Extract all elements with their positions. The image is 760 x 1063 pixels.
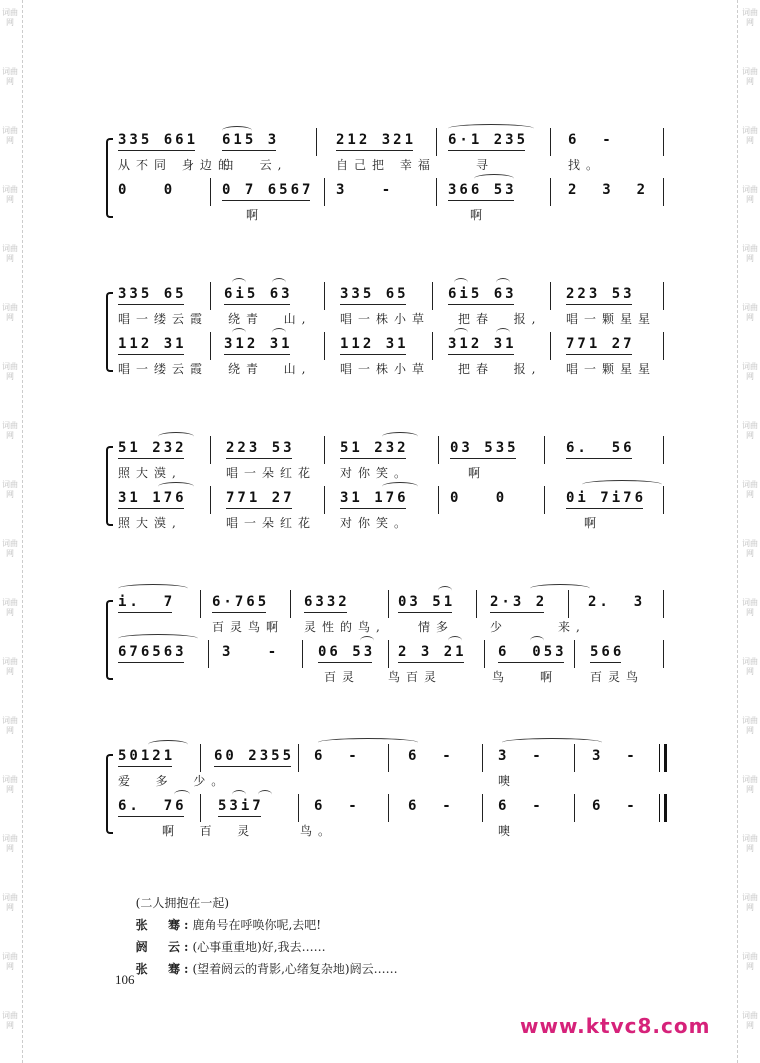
watermark-text: 词曲网 bbox=[742, 952, 758, 971]
lyric: 唱一株小草 bbox=[340, 362, 431, 376]
lyric: 啊 bbox=[540, 670, 559, 684]
score-system-4 bbox=[100, 590, 675, 686]
measure-notes: 6332 bbox=[304, 594, 350, 610]
watermark-text: 词曲网 bbox=[742, 362, 758, 381]
lyric: 噢 bbox=[498, 824, 517, 838]
measure-notes: 615 3 bbox=[222, 132, 280, 148]
measure-notes: 366 53 bbox=[448, 182, 517, 198]
measure-notes: 03 51 bbox=[398, 594, 456, 610]
lyric: 百灵鸟 bbox=[590, 670, 645, 684]
site-logo[interactable]: www.ktvc8.com bbox=[520, 1014, 711, 1038]
slur bbox=[318, 738, 418, 747]
measure-notes: 0 0 bbox=[118, 182, 176, 198]
lyric: 百灵鸟啊 bbox=[212, 620, 285, 634]
page-number: 106 bbox=[115, 972, 135, 987]
measure-notes: 312 31 bbox=[448, 336, 517, 352]
measure-notes: 335 661 bbox=[118, 132, 199, 148]
measure-notes: 312 31 bbox=[224, 336, 293, 352]
watermark-text: 词曲网 bbox=[2, 834, 18, 853]
system-brace bbox=[106, 292, 113, 372]
measure-notes: 6 - bbox=[408, 798, 454, 814]
measure-notes: 03 535 bbox=[450, 440, 519, 456]
lyric: 啊 bbox=[246, 208, 265, 222]
watermark-text: 词曲网 bbox=[2, 244, 18, 263]
measure-notes: 53i7 bbox=[218, 798, 264, 814]
watermark-text: 词曲网 bbox=[742, 480, 758, 499]
lyric: 爱 多 少。 bbox=[118, 774, 230, 788]
watermark-text: 词曲网 bbox=[2, 303, 18, 322]
measure-notes: 6 - bbox=[592, 798, 638, 814]
measure-notes: 2 3 2 bbox=[568, 182, 649, 198]
lower-voice-row bbox=[118, 796, 670, 836]
score-system-2 bbox=[100, 282, 675, 378]
measure-notes: 676563 bbox=[118, 644, 187, 660]
lyric: 鸟 bbox=[492, 670, 511, 684]
measure-notes: 0 0 bbox=[450, 490, 508, 506]
watermark-text: 词曲网 bbox=[2, 716, 18, 735]
slur bbox=[502, 738, 602, 747]
system-brace bbox=[106, 446, 113, 526]
watermark-text: 词曲网 bbox=[2, 126, 18, 145]
measure-notes: 6 - bbox=[408, 748, 454, 764]
measure-notes: 223 53 bbox=[226, 440, 295, 456]
measure-notes: 2. 3 bbox=[588, 594, 646, 610]
slur bbox=[530, 584, 590, 593]
watermark-text: 词曲网 bbox=[742, 421, 758, 440]
measure-notes: 335 65 bbox=[118, 286, 187, 302]
watermark-text: 词曲网 bbox=[2, 775, 18, 794]
watermark-text: 词曲网 bbox=[2, 362, 18, 381]
watermark-text: 词曲网 bbox=[2, 657, 18, 676]
lyric: 自己把 幸福 bbox=[336, 158, 436, 172]
score-system-3 bbox=[100, 436, 675, 532]
lyric: 噢 bbox=[498, 774, 517, 788]
watermark-text: 词曲网 bbox=[742, 303, 758, 322]
measure-notes: 3 - bbox=[592, 748, 638, 764]
lyric: 啊 bbox=[468, 466, 487, 480]
left-watermark-strip bbox=[0, 0, 23, 1063]
watermark-text: 词曲网 bbox=[2, 67, 18, 86]
watermark-text: 词曲网 bbox=[742, 126, 758, 145]
measure-notes: 112 31 bbox=[340, 336, 409, 352]
measure-notes: 31 176 bbox=[118, 490, 187, 506]
measure-notes: 6 - bbox=[498, 798, 544, 814]
lyric: 绕青 山, bbox=[228, 312, 312, 326]
measure-notes: 771 27 bbox=[566, 336, 635, 352]
measure-notes: 2·3 2 bbox=[490, 594, 548, 610]
lyric: 对你笑。 bbox=[340, 516, 413, 530]
measure-notes: 223 53 bbox=[566, 286, 635, 302]
lyric: 寻 bbox=[476, 158, 495, 172]
lyric: 情多 bbox=[418, 620, 455, 634]
lyric: 找。 bbox=[568, 158, 605, 172]
watermark-text: 词曲网 bbox=[742, 1011, 758, 1030]
measure-notes: 6 - bbox=[568, 132, 614, 148]
measure-notes: 06 53 bbox=[318, 644, 376, 660]
dialogue-text: (心事重重地)好,我去…… bbox=[192, 940, 326, 954]
lyric: 唱一颗星星 bbox=[566, 312, 657, 326]
measure-notes: 212 321 bbox=[336, 132, 417, 148]
measure-notes: 771 27 bbox=[226, 490, 295, 506]
measure-notes: 0 7 6567 bbox=[222, 182, 314, 198]
system-brace bbox=[106, 754, 113, 834]
measure-notes: 566 bbox=[590, 644, 625, 660]
measure-notes: 112 31 bbox=[118, 336, 187, 352]
lyric: 唱一缕云霞 bbox=[118, 362, 209, 376]
slur bbox=[582, 480, 662, 489]
lower-voice-row bbox=[118, 488, 670, 528]
watermark-text: 词曲网 bbox=[742, 657, 758, 676]
watermark-text: 词曲网 bbox=[742, 893, 758, 912]
watermark-text: 词曲网 bbox=[742, 8, 758, 27]
watermark-text: 词曲网 bbox=[742, 598, 758, 617]
dialogue-line bbox=[128, 946, 398, 977]
watermark-text: 词曲网 bbox=[742, 539, 758, 558]
slur bbox=[118, 584, 188, 593]
lower-voice-row bbox=[118, 180, 670, 220]
speaker-name: 张 骞: bbox=[135, 962, 193, 976]
measure-notes: 51 232 bbox=[118, 440, 187, 456]
score-system-5 bbox=[100, 744, 675, 840]
watermark-text: 词曲网 bbox=[2, 539, 18, 558]
measure-notes: 6. 56 bbox=[566, 440, 635, 456]
measure-notes: 0i 7i76 bbox=[566, 490, 647, 506]
speaker-name: 阏 云: bbox=[135, 940, 193, 954]
system-brace bbox=[106, 138, 113, 218]
dialogue-text: (望着阏云的背影,心绪复杂地)阏云…… bbox=[192, 962, 398, 976]
lyric: 鸟百灵 bbox=[388, 670, 443, 684]
watermark-text: 词曲网 bbox=[742, 834, 758, 853]
watermark-text: 词曲网 bbox=[2, 8, 18, 27]
measure-notes: i. 7 bbox=[118, 594, 176, 610]
watermark-text: 词曲网 bbox=[2, 1011, 18, 1030]
lyric: 唱一朵红花 bbox=[226, 466, 317, 480]
lyric: 照大漠, bbox=[118, 466, 182, 480]
lyric: 从不同 身边的 bbox=[118, 158, 236, 172]
upper-voice-row bbox=[118, 130, 670, 170]
upper-voice-row bbox=[118, 438, 670, 478]
measure-notes: 31 176 bbox=[340, 490, 409, 506]
dialogue-text: 鹿角号在呼唤你呢,去吧! bbox=[192, 918, 322, 932]
watermark-text: 词曲网 bbox=[2, 480, 18, 499]
lyric: 唱一朵红花 bbox=[226, 516, 317, 530]
measure-notes: 6i5 63 bbox=[224, 286, 293, 302]
lyric: 对你笑。 bbox=[340, 466, 413, 480]
upper-voice-row bbox=[118, 284, 670, 324]
watermark-text: 词曲网 bbox=[2, 952, 18, 971]
measure-notes: 50121 bbox=[118, 748, 176, 764]
measure-notes: 335 65 bbox=[340, 286, 409, 302]
measure-notes: 6i5 63 bbox=[448, 286, 517, 302]
measure-notes: 6 - bbox=[314, 748, 360, 764]
watermark-text: 词曲网 bbox=[742, 185, 758, 204]
lyric: 鸟。 bbox=[300, 824, 337, 838]
lower-voice-row bbox=[118, 642, 670, 682]
system-brace bbox=[106, 600, 113, 680]
measure-notes: 6·1 235 bbox=[448, 132, 529, 148]
lyric: 把春 报, bbox=[458, 312, 542, 326]
measure-notes: 3 - bbox=[498, 748, 544, 764]
lyric: 唱一株小草 bbox=[340, 312, 431, 326]
measure-notes: 6 - bbox=[314, 798, 360, 814]
lyric: 少 bbox=[490, 620, 509, 634]
measure-notes: 6·765 bbox=[212, 594, 270, 610]
lyric: 白 云, bbox=[222, 158, 288, 172]
speaker-name: 张 骞: bbox=[135, 918, 193, 932]
watermark-text: 词曲网 bbox=[2, 598, 18, 617]
watermark-text: 词曲网 bbox=[742, 244, 758, 263]
upper-voice-row bbox=[118, 592, 670, 632]
watermark-text: 词曲网 bbox=[2, 421, 18, 440]
upper-voice-row bbox=[118, 746, 670, 786]
measure-notes: 6. 76 bbox=[118, 798, 187, 814]
measure-notes: 3 - bbox=[222, 644, 280, 660]
watermark-text: 词曲网 bbox=[742, 67, 758, 86]
lyric: 啊 bbox=[470, 208, 489, 222]
lyric: 啊 百 灵 bbox=[162, 824, 256, 838]
right-watermark-strip bbox=[737, 0, 760, 1063]
measure-notes: 6 053 bbox=[498, 644, 567, 660]
lyric: 照大漠, bbox=[118, 516, 182, 530]
lyric: 灵性的鸟, bbox=[304, 620, 386, 634]
measure-notes: 3 - bbox=[336, 182, 394, 198]
lyric: 把春 报, bbox=[458, 362, 542, 376]
watermark-text: 词曲网 bbox=[742, 716, 758, 735]
lyric: 唱一颗星星 bbox=[566, 362, 657, 376]
measure-notes: 2 3 21 bbox=[398, 644, 467, 660]
lyric: 绕青 山, bbox=[228, 362, 312, 376]
watermark-text: 词曲网 bbox=[2, 185, 18, 204]
measure-notes: 51 232 bbox=[340, 440, 409, 456]
lyric: 唱一缕云霞 bbox=[118, 312, 209, 326]
direction-text: (二人拥抱在一起) bbox=[135, 896, 230, 910]
watermark-text: 词曲网 bbox=[2, 893, 18, 912]
lyric: 百灵 bbox=[324, 670, 361, 684]
score-system-1 bbox=[100, 128, 675, 224]
lyric: 来, bbox=[558, 620, 586, 634]
lower-voice-row bbox=[118, 334, 670, 374]
watermark-text: 词曲网 bbox=[742, 775, 758, 794]
measure-notes: 60 2355 bbox=[214, 748, 295, 764]
slur bbox=[118, 634, 198, 643]
lyric: 啊 bbox=[584, 516, 603, 530]
